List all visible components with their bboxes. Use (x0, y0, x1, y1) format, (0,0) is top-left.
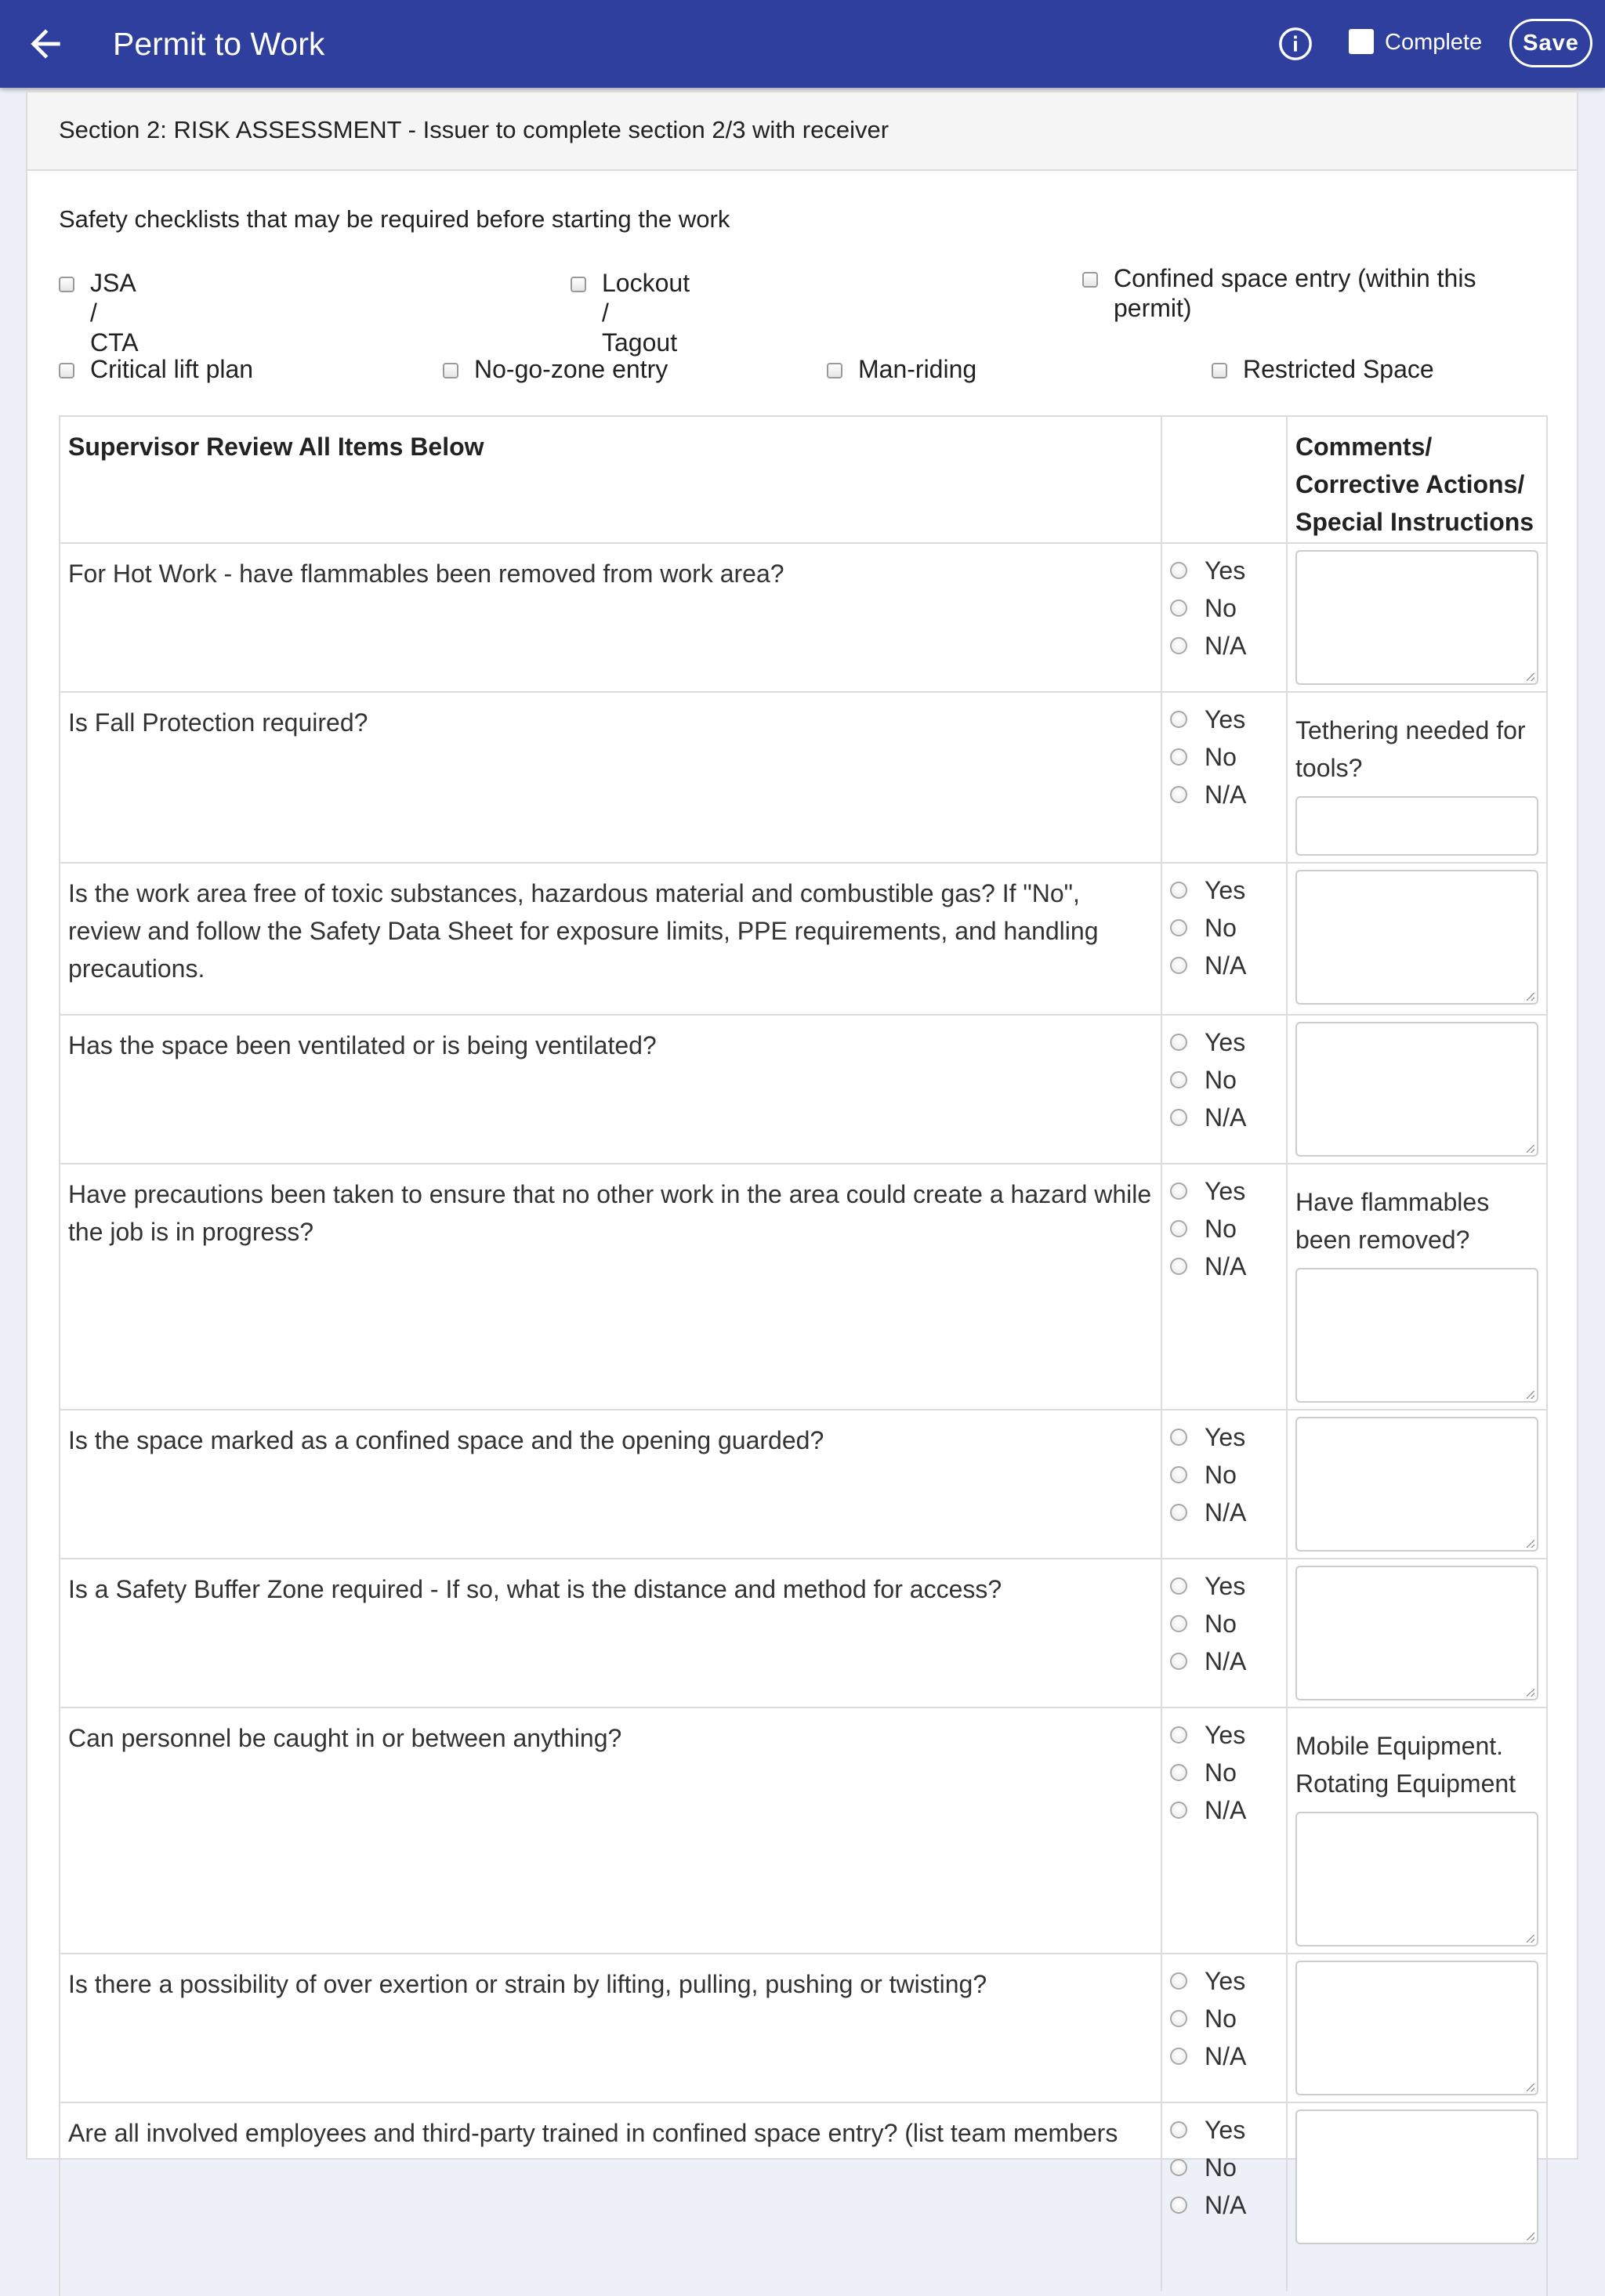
question-text: Are all involved employees and third-party trained in confined space entry? (list team members (68, 2119, 1118, 2147)
question-text: Is the work area free of toxic substances, hazardous material and combustible gas? If "No", review and follow the Safety Data Sheet for exposure limits, PPE requirements, and handling precautions. (68, 879, 1099, 983)
complete-checkbox[interactable] (1349, 29, 1374, 54)
question-text: Is Fall Protection required? (68, 708, 368, 737)
section-header (27, 92, 1577, 171)
column-header-comments: Comments/ Corrective Actions/ Special Instructions (1295, 433, 1534, 536)
table-row (60, 1016, 1546, 1164)
comment-textarea[interactable] (1295, 870, 1538, 1005)
table-row (60, 864, 1546, 1016)
table-row (60, 1559, 1546, 1708)
answer-radio-group: Yes No N/A (1162, 1016, 1288, 1163)
checkbox[interactable] (827, 363, 842, 378)
comment-textarea[interactable] (1295, 1268, 1538, 1403)
section-title: Section 2: RISK ASSESSMENT - Issuer to complete section 2/3 with receiver (59, 116, 889, 143)
answer-radio-group: Yes No N/A (1162, 1411, 1288, 1558)
answer-radio-group: Yes No N/A (1162, 693, 1288, 862)
comment-hint: Tethering needed for tools? (1295, 716, 1526, 782)
back-arrow-icon[interactable] (24, 22, 67, 66)
comment-hint: Have flammables been removed? (1295, 1188, 1490, 1254)
answer-radio-group: Yes No N/A (1162, 1559, 1288, 1707)
checklist-label: Confined space entry (within this permit) (1114, 264, 1476, 322)
checklist-label: JSA / CTA (90, 269, 139, 357)
answer-radio-group: Yes No N/A (1162, 1708, 1288, 1953)
comment-textarea[interactable] (1295, 2109, 1538, 2244)
comment-textarea[interactable] (1295, 1417, 1538, 1552)
checkbox[interactable] (59, 363, 74, 378)
page-title: Permit to Work (113, 26, 325, 62)
supervisor-review-table (59, 415, 1548, 2296)
question-text: For Hot Work - have flammables been removed from work area? (68, 560, 784, 588)
question-text: Is the space marked as a confined space and the opening guarded? (68, 1426, 824, 1454)
answer-radio-group: Yes No N/A (1162, 864, 1288, 1014)
table-row (60, 1411, 1546, 1559)
checklist-intro: Safety checklists that may be required before starting the work (59, 205, 730, 233)
checklist-label: Restricted Space (1243, 355, 1434, 383)
comment-textarea[interactable] (1295, 1566, 1538, 1700)
answer-radio-group: Yes No N/A (1162, 1954, 1288, 2102)
complete-label: Complete (1385, 30, 1483, 55)
table-header-row (60, 417, 1546, 544)
checklist-label: Critical lift plan (90, 355, 254, 383)
app-bar (0, 0, 1605, 88)
checkbox[interactable] (443, 363, 458, 378)
comment-textarea[interactable] (1295, 1961, 1538, 2095)
table-row (60, 544, 1546, 693)
table-row (60, 1164, 1546, 1411)
table-row (60, 1708, 1546, 1954)
risk-assessment-card (26, 91, 1578, 2219)
table-row (60, 693, 1546, 864)
question-text: Is a Safety Buffer Zone required - If so, what is the distance and method for access? (68, 1575, 1002, 1603)
column-header-answer (1162, 417, 1288, 542)
question-text: Is there a possibility of over exertion or strain by lifting, pulling, pushing or twisting? (68, 1970, 987, 1998)
checkbox[interactable] (1212, 363, 1227, 378)
comment-textarea[interactable] (1295, 1022, 1538, 1157)
comment-input[interactable] (1295, 796, 1538, 856)
checkbox[interactable] (59, 277, 74, 292)
question-text: Have precautions been taken to ensure that no other work in the area could create a hazard while the job is in progress? (68, 1180, 1152, 1246)
answer-radio-group: Yes No N/A (1162, 2103, 1288, 2291)
answer-radio-group: Yes No N/A (1162, 544, 1288, 691)
info-icon[interactable] (1277, 24, 1315, 64)
checkbox[interactable] (1082, 272, 1098, 288)
question-text: Can personnel be caught in or between anything? (68, 1724, 622, 1752)
checklist-label: Man-riding (858, 355, 977, 383)
comment-textarea[interactable] (1295, 550, 1538, 685)
checklist-label: Lockout / Tagout (602, 269, 690, 357)
comment-hint: Mobile Equipment. Rotating Equipment (1295, 1732, 1516, 1798)
column-header-question: Supervisor Review All Items Below (68, 433, 484, 461)
answer-radio-group: Yes No N/A (1162, 1164, 1288, 1409)
checkbox[interactable] (571, 277, 586, 292)
comment-textarea[interactable] (1295, 1812, 1538, 1947)
checklist-label: No-go-zone entry (474, 355, 668, 383)
table-row (60, 1954, 1546, 2103)
save-button[interactable]: Save (1509, 19, 1592, 67)
question-text: Has the space been ventilated or is being ventilated? (68, 1031, 657, 1059)
table-row (60, 2103, 1546, 2291)
